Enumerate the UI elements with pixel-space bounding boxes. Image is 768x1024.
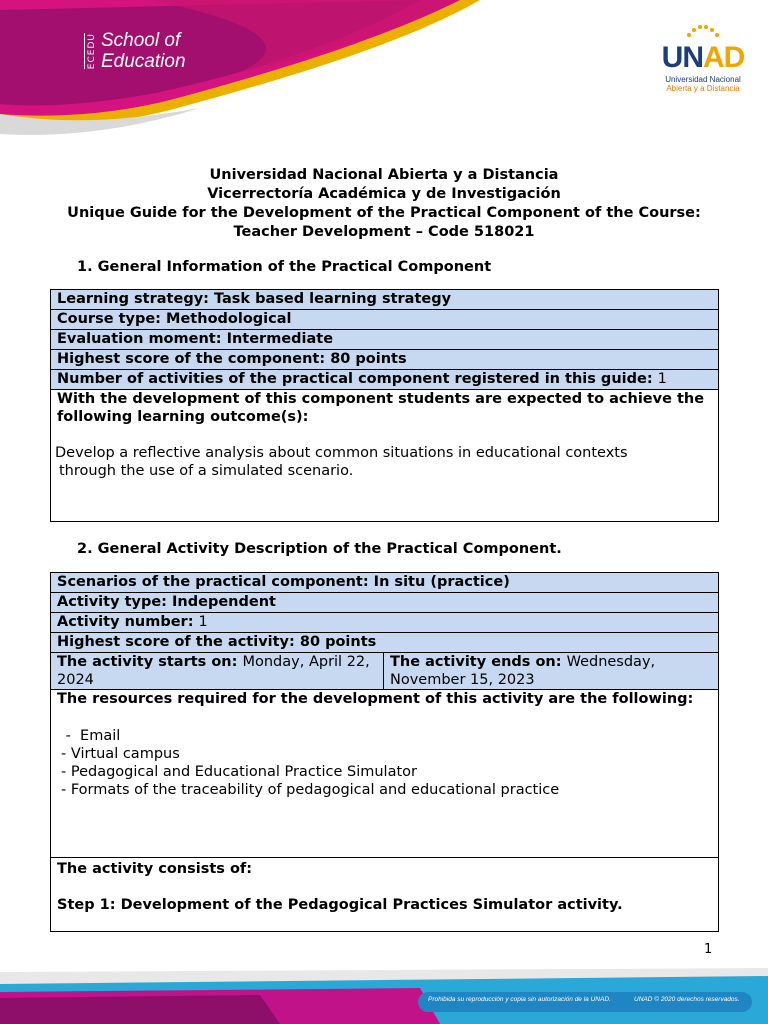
- unad-sub-1: Universidad Nacional: [665, 75, 741, 84]
- learning-strategy-cell: Learning strategy: Task based learning strategy: [51, 290, 719, 310]
- learning-outcome-line-2: through the use of a simulated scenario.: [59, 463, 354, 479]
- number-of-activities-cell: Number of activities of the practical component registered in this guide: 1: [51, 370, 719, 390]
- resources-cell: [51, 690, 719, 858]
- school-of-education-logo: [84, 30, 186, 72]
- general-info-table: [50, 289, 719, 522]
- scenarios-cell: Scenarios of the practical component: In situ (practice): [51, 573, 719, 593]
- learning-outcome-line-1: Develop a reflective analysis about common situations in educational contexts: [55, 445, 628, 461]
- activity-number-cell: Activity number: 1: [51, 613, 719, 633]
- highest-score-activity-cell: Highest score of the activity: 80 points: [51, 633, 719, 653]
- activity-type-cell: Activity type: Independent: [51, 593, 719, 613]
- activity-consists-heading: The activity consists of:: [57, 861, 253, 877]
- unad-dots-icon: [683, 23, 723, 37]
- ecedu-label: ECEDU: [84, 33, 97, 69]
- school-line-2: Education: [101, 51, 186, 72]
- unad-word-ad: AD: [703, 41, 745, 74]
- learning-outcome-heading: With the development of this component students are expected to achieve the following learning outcome(s):: [57, 391, 705, 425]
- title-line-4: Teacher Development – Code 518021: [233, 224, 535, 240]
- activity-starts-cell: The activity starts on: Monday, April 22, 2024: [51, 653, 384, 690]
- resource-item: - Email: [61, 728, 121, 744]
- activity-ends-cell: The activity ends on: Wednesday, November 15, 2023: [384, 653, 719, 690]
- title-line-3: Unique Guide for the Development of the Practical Component of the Course:: [67, 205, 701, 221]
- course-type-cell: Course type: Methodological: [51, 310, 719, 330]
- unad-sub-2: Abierta y a Distancia: [666, 84, 740, 93]
- document-title: [0, 166, 768, 242]
- unad-word-un: UN: [661, 41, 703, 74]
- activity-consists-cell: [51, 858, 719, 932]
- section-1-heading: 1. General Information of the Practical Component: [77, 259, 492, 275]
- resource-item: - Formats of the traceability of pedagogical and educational practice: [61, 782, 560, 798]
- title-line-2: Vicerrectoría Académica y de Investigación: [207, 186, 561, 202]
- section-2-heading: 2. General Activity Description of the Practical Component.: [77, 541, 562, 557]
- step-1-text: Step 1: Development of the Pedagogical Practices Simulator activity.: [57, 897, 623, 913]
- evaluation-moment-cell: Evaluation moment: Intermediate: [51, 330, 719, 350]
- highest-score-component-cell: Highest score of the component: 80 points: [51, 350, 719, 370]
- learning-outcome-cell: [51, 390, 719, 522]
- activity-description-table: [50, 572, 719, 932]
- resources-heading: The resources required for the development of this activity are the following:: [57, 691, 694, 707]
- resource-item: - Pedagogical and Educational Practice Simulator: [61, 764, 417, 780]
- footer-copyright-notice: Prohibida su reproducción y copia sin autorización de la UNAD.: [428, 996, 611, 1003]
- title-line-1: Universidad Nacional Abierta y a Distancia: [209, 167, 559, 183]
- school-line-1: School of: [101, 30, 181, 51]
- page-number: 1: [704, 942, 713, 957]
- unad-logo: [660, 22, 746, 93]
- footer-rights-reserved: UNAD © 2020 derechos reservados.: [634, 996, 740, 1003]
- resource-item: - Virtual campus: [61, 746, 180, 762]
